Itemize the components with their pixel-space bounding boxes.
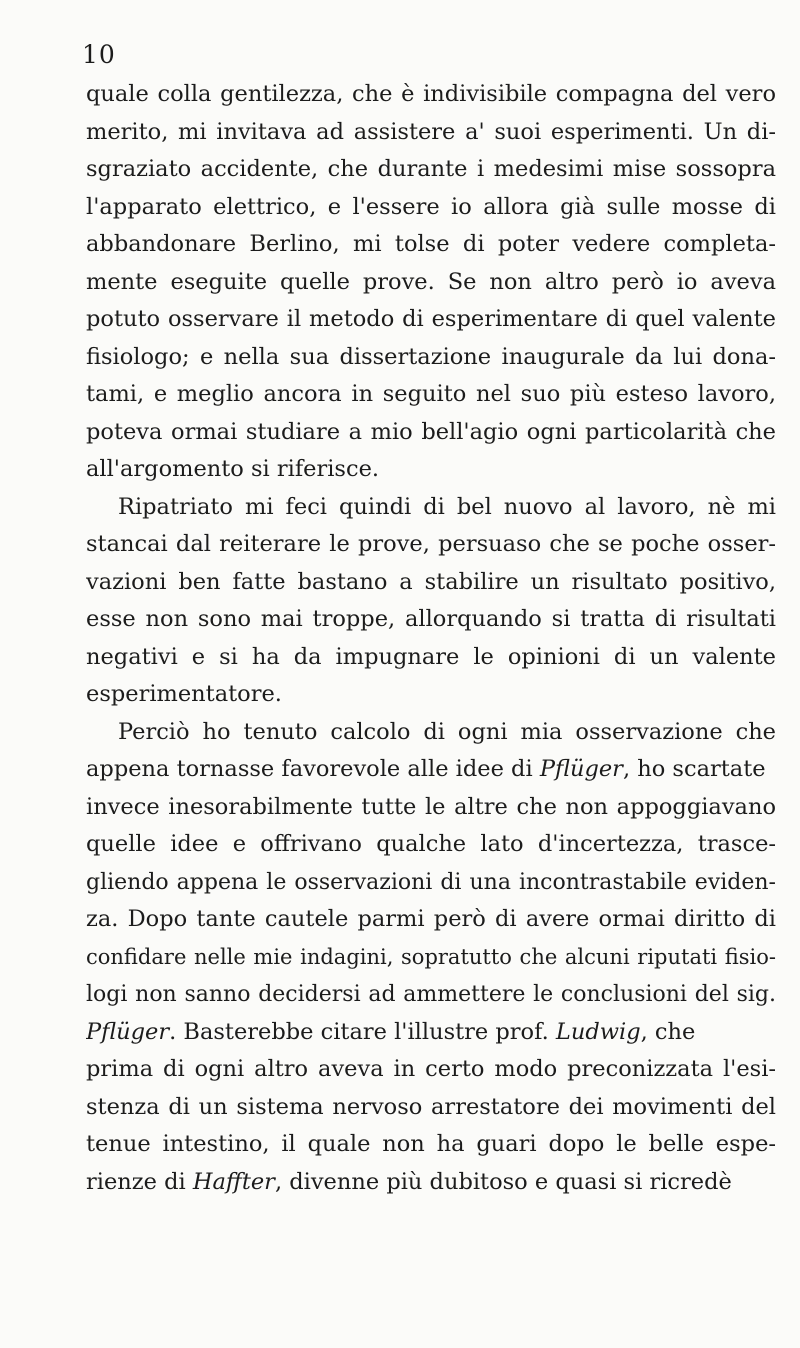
text-line: fisiologo; e nella sua dissertazione inaugurale da lui dona-	[86, 343, 776, 370]
text-line: gliendo appena le osservazioni di una incontrastabile eviden-	[86, 869, 776, 895]
author-name-pfluger: Pflüger	[86, 1018, 170, 1045]
text-run: appena tornasse favorevole alle idee di	[86, 756, 540, 782]
text-run: , ho scartate	[622, 756, 766, 782]
author-name-pfluger: Pflüger	[539, 756, 623, 782]
text-line: confidare nelle mie indagini, sopratutto che alcuni riputati fisio-	[86, 944, 776, 969]
text-line: tami, e meglio ancora in seguito nel suo più esteso lavoro,	[86, 381, 776, 407]
text-line: logi non sanno decidersi ad ammettere le conclusioni del sig.	[86, 982, 776, 1007]
text-line: za. Dopo tante cautele parmi però di avere ormai diritto di	[86, 906, 776, 932]
text-line: mente eseguite quelle prove. Se non altro però io aveva	[86, 268, 776, 295]
text-line: prima di ogni altro aveva in certo modo preconizzata l'esi-	[86, 1056, 776, 1082]
text-line: esperimentatore.	[86, 681, 282, 707]
text-line: Ripatriato mi feci quindi di bel nuovo al lavoro, nè mi	[118, 493, 776, 520]
body-text	[86, 76, 776, 1201]
author-name-ludwig: Ludwig	[555, 1018, 641, 1045]
text-line: abbandonare Berlino, mi tolse di poter vedere completa-	[86, 231, 776, 257]
text-line: negativi e si ha da impugnare le opinioni di un valente	[86, 643, 776, 670]
text-line: invece inesorabilmente tutte le altre che non appoggiavano	[86, 793, 776, 820]
text-line: vazioni ben fatte bastano a stabilire un risultato positivo,	[86, 568, 776, 595]
text-line: quelle idee e offrivano qualche lato d'incertezza, trasce-	[86, 831, 776, 857]
text-line: quale colla gentilezza, che è indivisibile compagna del vero	[86, 81, 776, 107]
text-line: poteva ormai studiare a mio bell'agio ogni particolarità che	[86, 418, 776, 445]
page-number: 10	[82, 40, 116, 69]
author-name-haffter: Haffter	[192, 1168, 275, 1195]
text-line: Perciò ho tenuto calcolo di ogni mia osservazione che	[118, 718, 776, 745]
text-line	[86, 1014, 776, 1052]
text-line: tenue intestino, il quale non ha guari dopo le belle espe-	[86, 1131, 776, 1157]
text-run: , che	[640, 1018, 696, 1045]
text-line: stenza di un sistema nervoso arrestatore dei movimenti del	[86, 1093, 776, 1120]
text-line: potuto osservare il metodo di esperimentare di quel valente	[86, 306, 776, 332]
text-line	[86, 751, 776, 789]
text-run: rienze di	[86, 1168, 193, 1195]
text-run: . Basterebbe citare l'illustre prof.	[169, 1018, 556, 1045]
text-line	[86, 1164, 776, 1202]
text-line: all'argomento si riferisce.	[86, 456, 380, 482]
text-run: , divenne più dubitoso e quasi si ricredè	[274, 1168, 732, 1195]
text-line: stancai dal reiterare le prove, persuaso che se poche osser-	[86, 531, 776, 557]
text-line: merito, mi invitava ad assistere a' suoi esperimenti. Un di-	[86, 118, 776, 145]
text-line: esse non sono mai troppe, allorquando si tratta di risultati	[86, 606, 776, 632]
text-line: l'apparato elettrico, e l'essere io allora già sulle mosse di	[86, 193, 776, 220]
text-line: sgraziato accidente, che durante i medesimi mise sossopra	[86, 156, 776, 182]
